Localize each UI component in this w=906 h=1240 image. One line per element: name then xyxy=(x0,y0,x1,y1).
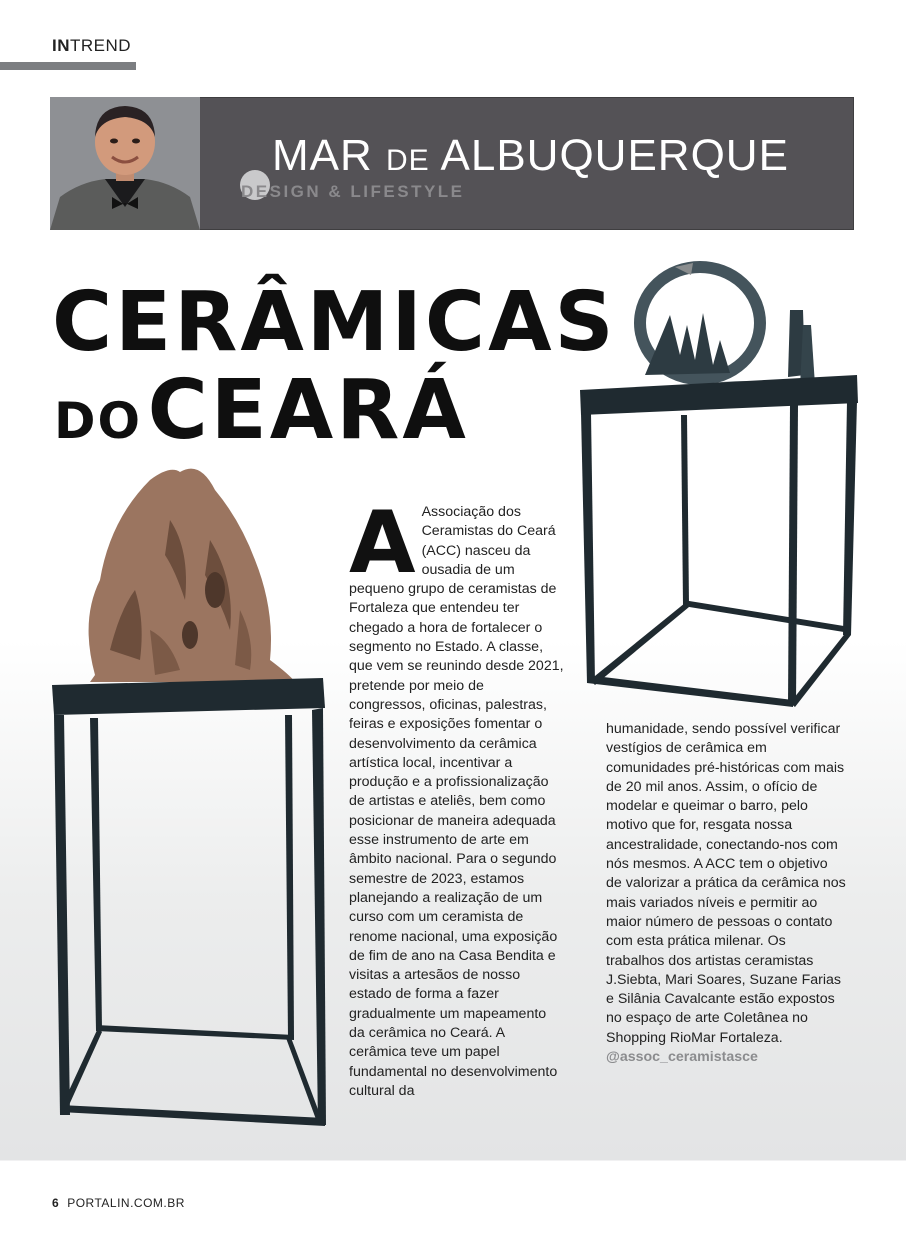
page-number: 6 xyxy=(52,1196,60,1210)
article-text-2: humanidade, sendo possível verificar vestígios de cerâmica em comunidades pré-históricas com mais de 20 mil anos. Assim, o ofício de modelar e queimar o barro, pelo motivo que for, resgata nossa ancestralidade, conectando-nos com nós mesmos. A ACC tem o objetivo de valorizar a prática da cerâmica nos mais variados níveis e permitir ao maior número de pessoas o contato com esta prática milenar. Os trabalhos dos artistas ceramistas J.Siebta, Mari Soares, Suzane Farias e Silânia Cavalcante estão expostos no espaço de arte Coletânea no Shopping RioMar Fortaleza. xyxy=(606,721,846,1046)
headline-line-1: CERÂMICAS xyxy=(52,275,617,370)
instagram-handle[interactable]: @assoc_ceramistasce xyxy=(606,1049,758,1066)
section-label: INTREND xyxy=(52,36,132,55)
article-column-1 xyxy=(349,493,564,1101)
article-text-1: Associação dos Ceramistas do Ceará (ACC) nasceu da ousadia de um pequeno grupo de ceramistas de Fortaleza que entendeu ter chegado a hora de fortalecer o segmento no Estado. A classe, que vem se reunindo desde 2021, pretende por meio de congressos, oficinas, palestras, feiras e exposições fomentar o desenvolvimento da cerâmica artística local, incentivar a produção e a profissionalização de artistas e ateliês, bem como posicionar de maneira adequada esse instrumento de arte em âmbito nacional. Para o segundo semestre de 2023, estamos planejando a realização de um curso com um ceramista de renome nacional, uma exposição de fim de ano na Casa Bendita e visitas a artesãos de nosso estado de forma a fazer gradualmente um mapeamento da cerâmica no Ceará. A cerâmica teve um papel fundamental no desenvolvimento cultural da xyxy=(349,504,564,1099)
columnist-photo xyxy=(50,97,200,230)
dropcap: A xyxy=(349,493,416,593)
columnist-role: DESIGN & LIFESTYLE xyxy=(241,182,465,201)
sculpture-photo-right xyxy=(575,255,865,720)
headline-line-2: DO CEARÁ xyxy=(54,363,469,458)
page-footer xyxy=(52,1196,185,1210)
sculpture-photo-left xyxy=(40,460,340,1135)
article-column-2 xyxy=(606,720,846,1067)
site-url: PORTALIN.COM.BR xyxy=(67,1196,185,1210)
columnist-name: MAR DE ALBUQUERQUE xyxy=(240,134,789,200)
section-bar xyxy=(0,62,136,70)
